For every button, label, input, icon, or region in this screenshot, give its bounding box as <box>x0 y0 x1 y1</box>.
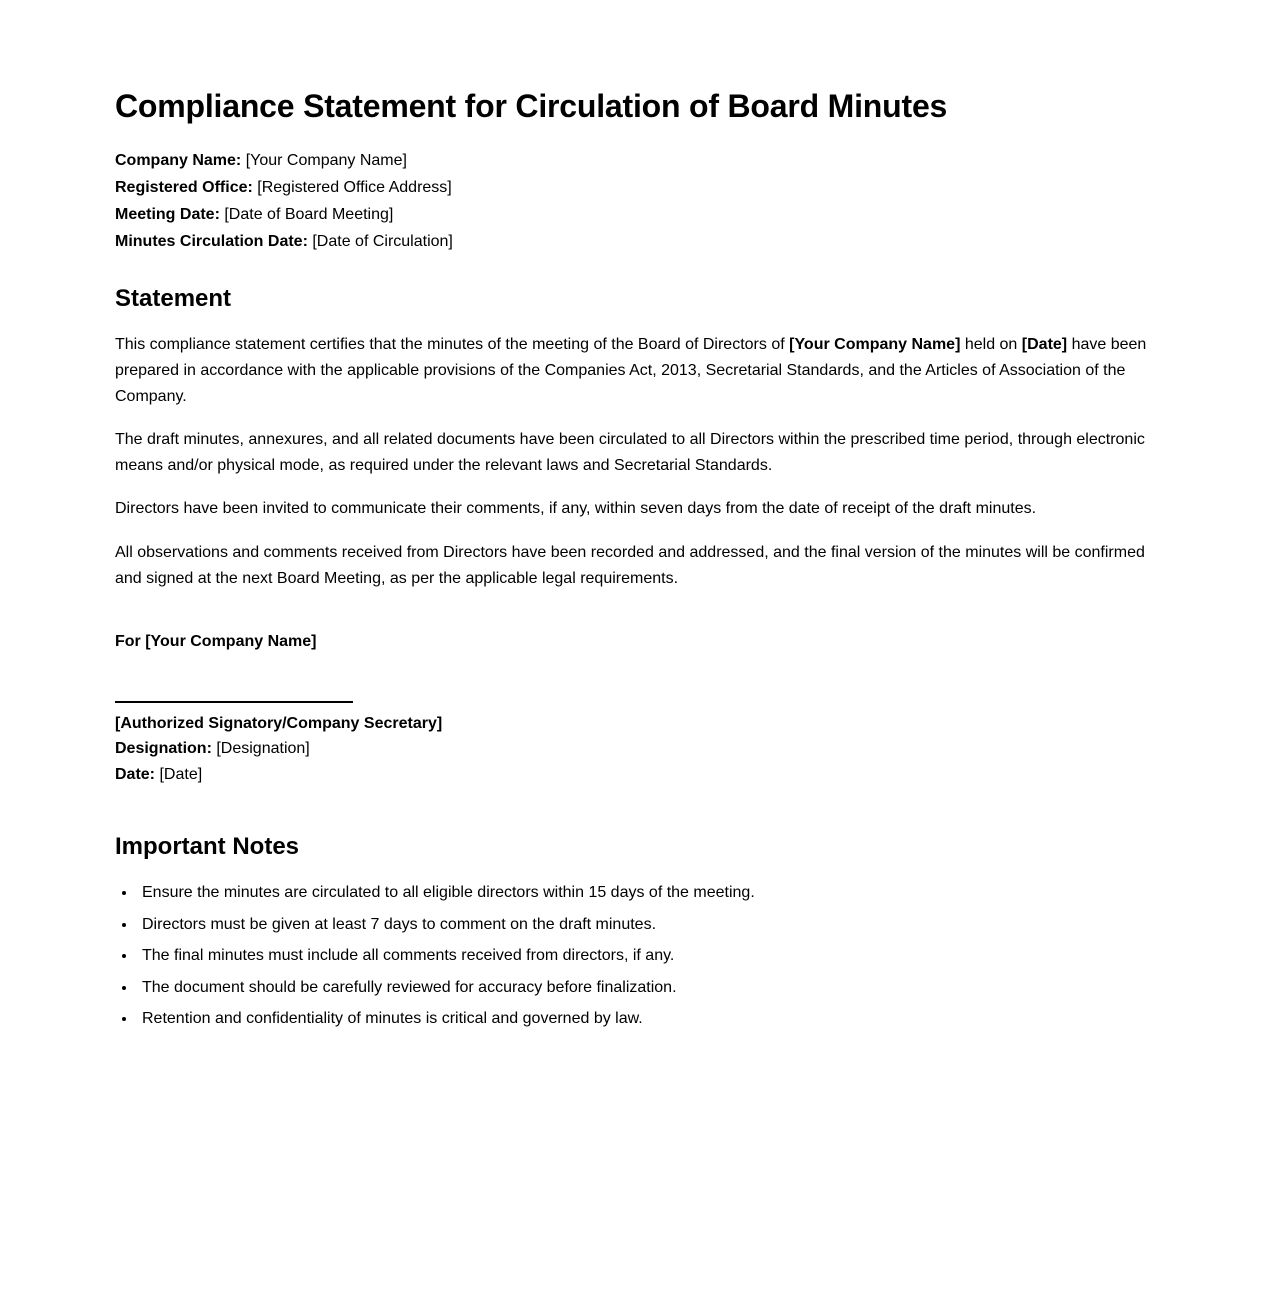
important-notes-heading: Important Notes <box>115 832 300 860</box>
company-name-value: [Your Company Name] <box>245 151 407 169</box>
statement-paragraph-1 <box>115 332 1147 409</box>
registered-office-value: [Registered Office Address] <box>257 178 452 196</box>
statement-heading: Statement <box>115 284 232 312</box>
meta-circulation-date <box>115 233 1147 251</box>
note-item: • Ensure the minutes are circulated to all eligible directors within 15 days of the meeting. <box>137 880 1147 906</box>
signature-block <box>115 701 1147 788</box>
statement-paragraph-3: Directors have been invited to communicate their comments, if any, within seven days from the date of receipt of the draft minutes. <box>115 500 1037 518</box>
important-notes-list <box>115 880 1147 1032</box>
signatory-name: [Authorized Signatory/Company Secretary] <box>115 714 443 732</box>
meta-company-name <box>115 152 1147 170</box>
designation-value: [Designation] <box>216 740 310 758</box>
statement-p1-date-placeholder: [Date] <box>1021 336 1068 354</box>
date-label: Date: <box>115 765 156 783</box>
circulation-date-label: Minutes Circulation Date: <box>115 232 308 250</box>
signature-for-line: For [Your Company Name] <box>115 633 317 651</box>
statement-p1-company-placeholder: [Your Company Name] <box>789 336 961 354</box>
signatory-date <box>115 762 1147 788</box>
note-item: • The document should be carefully reviewed for accuracy before finalization. <box>137 975 1147 1001</box>
note-item: • Directors must be given at least 7 days to comment on the draft minutes. <box>137 912 1147 938</box>
note-item: • The final minutes must include all comments received from directors, if any. <box>137 943 1147 969</box>
circulation-date-value: [Date of Circulation] <box>312 232 453 250</box>
statement-p1-text-3: have been prepared in accordance with the applicable provisions of the Companies Act, 2013, Secretarial Standards, and the Articles of Association of the Company. <box>115 336 1147 405</box>
statement-p1-text-2: held on <box>960 336 1022 354</box>
meeting-date-label: Meeting Date: <box>115 205 220 223</box>
signature-line <box>115 701 353 703</box>
registered-office-label: Registered Office: <box>115 178 253 196</box>
meeting-date-value: [Date of Board Meeting] <box>224 205 394 223</box>
meta-block <box>115 152 1147 251</box>
meta-meeting-date <box>115 206 1147 224</box>
document-title: Compliance Statement for Circulation of Board Minutes <box>115 88 948 124</box>
note-item: • Retention and confidentiality of minutes is critical and governed by law. <box>137 1006 1147 1032</box>
meta-registered-office <box>115 179 1147 197</box>
document-content <box>115 88 1147 1032</box>
designation-label: Designation: <box>115 740 212 758</box>
statement-paragraph-2: The draft minutes, annexures, and all related documents have been circulated to all Directors within the prescribed time period, through electronic means and/or physical mode, as required under the relevant laws and Secretarial Standards. <box>115 431 1145 474</box>
statement-paragraph-4: All observations and comments received from Directors have been recorded and addressed, and the final version of the minutes will be confirmed and signed at the next Board Meeting, as per the applicable legal requirements. <box>115 543 1145 587</box>
statement-p1-text-1: This compliance statement certifies that the minutes of the meeting of the Board of Directors of <box>115 336 790 354</box>
company-name-label: Company Name: <box>115 151 242 169</box>
date-value: [Date] <box>159 765 203 783</box>
signatory-designation <box>115 736 1147 762</box>
